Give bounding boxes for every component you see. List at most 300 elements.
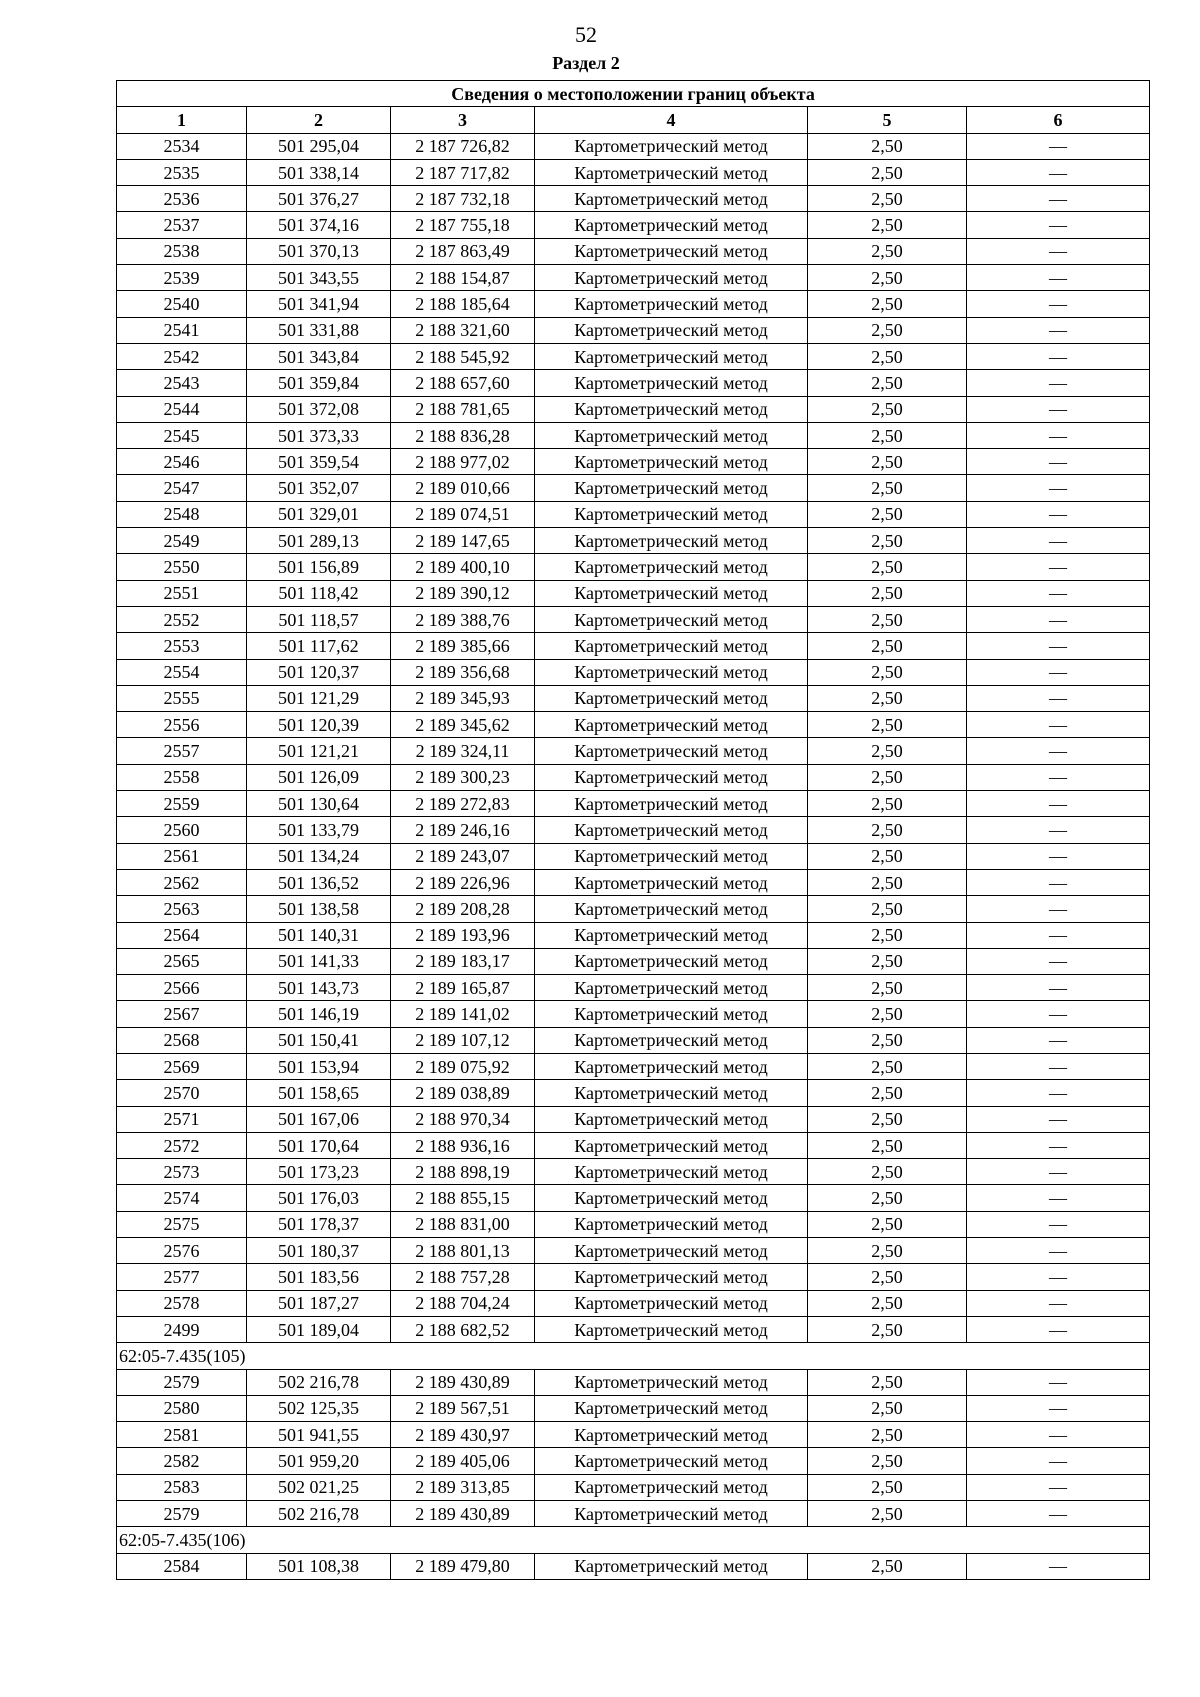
x-coordinate-cell: 501 376,27	[247, 186, 391, 212]
table-row	[117, 948, 1150, 974]
y-coordinate-cell: 2 189 345,93	[391, 685, 535, 711]
table-row	[117, 817, 1150, 843]
accuracy-cell: 2,50	[808, 896, 967, 922]
note-cell: —	[967, 501, 1150, 527]
point-number-cell: 2543	[117, 370, 247, 396]
x-coordinate-cell: 501 108,38	[247, 1553, 391, 1579]
accuracy-cell: 2,50	[808, 449, 967, 475]
column-number: 3	[391, 107, 535, 133]
method-cell: Картометрический метод	[535, 554, 808, 580]
method-cell: Картометрический метод	[535, 975, 808, 1001]
y-coordinate-cell: 2 188 831,00	[391, 1211, 535, 1237]
note-cell: —	[967, 659, 1150, 685]
table-body	[117, 81, 1150, 1580]
note-cell: —	[967, 1553, 1150, 1579]
x-coordinate-cell: 501 120,37	[247, 659, 391, 685]
accuracy-cell: 2,50	[808, 1290, 967, 1316]
column-number: 2	[247, 107, 391, 133]
accuracy-cell: 2,50	[808, 1395, 967, 1421]
method-cell: Картометрический метод	[535, 712, 808, 738]
point-number-cell: 2571	[117, 1106, 247, 1132]
note-cell: —	[967, 1238, 1150, 1264]
note-cell: —	[967, 343, 1150, 369]
note-cell: —	[967, 186, 1150, 212]
point-number-cell: 2559	[117, 791, 247, 817]
accuracy-cell: 2,50	[808, 712, 967, 738]
table-row	[117, 869, 1150, 895]
method-cell: Картометрический метод	[535, 738, 808, 764]
y-coordinate-cell: 2 189 430,89	[391, 1369, 535, 1395]
method-cell: Картометрический метод	[535, 791, 808, 817]
accuracy-cell: 2,50	[808, 948, 967, 974]
x-coordinate-cell: 501 138,58	[247, 896, 391, 922]
accuracy-cell: 2,50	[808, 396, 967, 422]
note-cell: —	[967, 843, 1150, 869]
table-row	[117, 1027, 1150, 1053]
accuracy-cell: 2,50	[808, 265, 967, 291]
table-row	[117, 1080, 1150, 1106]
note-cell: —	[967, 317, 1150, 343]
x-coordinate-cell: 501 136,52	[247, 869, 391, 895]
accuracy-cell: 2,50	[808, 1553, 967, 1579]
table-row	[117, 764, 1150, 790]
method-cell: Картометрический метод	[535, 238, 808, 264]
point-number-cell: 2566	[117, 975, 247, 1001]
y-coordinate-cell: 2 189 193,96	[391, 922, 535, 948]
x-coordinate-cell: 501 134,24	[247, 843, 391, 869]
method-cell: Картометрический метод	[535, 843, 808, 869]
parcel-id-label: 62:05-7.435(106)	[117, 1527, 1150, 1553]
method-cell: Картометрический метод	[535, 449, 808, 475]
group-header-row	[117, 1343, 1150, 1369]
x-coordinate-cell: 501 187,27	[247, 1290, 391, 1316]
table-row	[117, 1185, 1150, 1211]
note-cell: —	[967, 975, 1150, 1001]
x-coordinate-cell: 501 176,03	[247, 1185, 391, 1211]
method-cell: Картометрический метод	[535, 422, 808, 448]
accuracy-cell: 2,50	[808, 317, 967, 343]
note-cell: —	[967, 712, 1150, 738]
method-cell: Картометрический метод	[535, 948, 808, 974]
y-coordinate-cell: 2 188 970,34	[391, 1106, 535, 1132]
x-coordinate-cell: 501 140,31	[247, 922, 391, 948]
point-number-cell: 2565	[117, 948, 247, 974]
note-cell: —	[967, 370, 1150, 396]
table-row	[117, 1369, 1150, 1395]
y-coordinate-cell: 2 189 479,80	[391, 1553, 535, 1579]
point-number-cell: 2553	[117, 633, 247, 659]
method-cell: Картометрический метод	[535, 1132, 808, 1158]
note-cell: —	[967, 633, 1150, 659]
accuracy-cell: 2,50	[808, 1027, 967, 1053]
column-numbers-row	[117, 107, 1150, 133]
table-row	[117, 843, 1150, 869]
x-coordinate-cell: 501 153,94	[247, 1053, 391, 1079]
point-number-cell: 2534	[117, 133, 247, 159]
method-cell: Картометрический метод	[535, 186, 808, 212]
table-row	[117, 975, 1150, 1001]
column-number: 4	[535, 107, 808, 133]
x-coordinate-cell: 501 329,01	[247, 501, 391, 527]
note-cell: —	[967, 1001, 1150, 1027]
accuracy-cell: 2,50	[808, 817, 967, 843]
y-coordinate-cell: 2 188 657,60	[391, 370, 535, 396]
point-number-cell: 2557	[117, 738, 247, 764]
y-coordinate-cell: 2 189 430,89	[391, 1501, 535, 1527]
method-cell: Картометрический метод	[535, 1553, 808, 1579]
y-coordinate-cell: 2 188 898,19	[391, 1159, 535, 1185]
table-row	[117, 1053, 1150, 1079]
y-coordinate-cell: 2 189 183,17	[391, 948, 535, 974]
y-coordinate-cell: 2 189 147,65	[391, 528, 535, 554]
point-number-cell: 2547	[117, 475, 247, 501]
accuracy-cell: 2,50	[808, 159, 967, 185]
point-number-cell: 2554	[117, 659, 247, 685]
note-cell: —	[967, 1132, 1150, 1158]
point-number-cell: 2578	[117, 1290, 247, 1316]
point-number-cell: 2541	[117, 317, 247, 343]
x-coordinate-cell: 502 125,35	[247, 1395, 391, 1421]
note-cell: —	[967, 896, 1150, 922]
method-cell: Картометрический метод	[535, 1106, 808, 1132]
method-cell: Картометрический метод	[535, 869, 808, 895]
y-coordinate-cell: 2 188 757,28	[391, 1264, 535, 1290]
note-cell: —	[967, 1106, 1150, 1132]
accuracy-cell: 2,50	[808, 554, 967, 580]
point-number-cell: 2562	[117, 869, 247, 895]
y-coordinate-cell: 2 188 682,52	[391, 1316, 535, 1342]
x-coordinate-cell: 501 331,88	[247, 317, 391, 343]
y-coordinate-cell: 2 189 107,12	[391, 1027, 535, 1053]
y-coordinate-cell: 2 188 704,24	[391, 1290, 535, 1316]
y-coordinate-cell: 2 189 010,66	[391, 475, 535, 501]
method-cell: Картометрический метод	[535, 159, 808, 185]
point-number-cell: 2572	[117, 1132, 247, 1158]
accuracy-cell: 2,50	[808, 738, 967, 764]
note-cell: —	[967, 1369, 1150, 1395]
method-cell: Картометрический метод	[535, 370, 808, 396]
note-cell: —	[967, 1211, 1150, 1237]
note-cell: —	[967, 1395, 1150, 1421]
note-cell: —	[967, 449, 1150, 475]
table-row	[117, 186, 1150, 212]
page-number: 52	[575, 22, 597, 47]
method-cell: Картометрический метод	[535, 606, 808, 632]
note-cell: —	[967, 606, 1150, 632]
point-number-cell: 2564	[117, 922, 247, 948]
accuracy-cell: 2,50	[808, 1185, 967, 1211]
table-row	[117, 133, 1150, 159]
point-number-cell: 2579	[117, 1369, 247, 1395]
x-coordinate-cell: 501 370,13	[247, 238, 391, 264]
point-number-cell: 2546	[117, 449, 247, 475]
y-coordinate-cell: 2 188 545,92	[391, 343, 535, 369]
y-coordinate-cell: 2 187 726,82	[391, 133, 535, 159]
accuracy-cell: 2,50	[808, 343, 967, 369]
point-number-cell: 2583	[117, 1474, 247, 1500]
y-coordinate-cell: 2 189 345,62	[391, 712, 535, 738]
method-cell: Картометрический метод	[535, 1159, 808, 1185]
table-row	[117, 449, 1150, 475]
x-coordinate-cell: 501 372,08	[247, 396, 391, 422]
method-cell: Картометрический метод	[535, 133, 808, 159]
accuracy-cell: 2,50	[808, 1422, 967, 1448]
point-number-cell: 2573	[117, 1159, 247, 1185]
x-coordinate-cell: 501 130,64	[247, 791, 391, 817]
table-row	[117, 791, 1150, 817]
method-cell: Картометрический метод	[535, 291, 808, 317]
point-number-cell: 2561	[117, 843, 247, 869]
accuracy-cell: 2,50	[808, 685, 967, 711]
table-row	[117, 896, 1150, 922]
y-coordinate-cell: 2 189 074,51	[391, 501, 535, 527]
accuracy-cell: 2,50	[808, 869, 967, 895]
y-coordinate-cell: 2 189 226,96	[391, 869, 535, 895]
accuracy-cell: 2,50	[808, 580, 967, 606]
method-cell: Картометрический метод	[535, 633, 808, 659]
point-number-cell: 2567	[117, 1001, 247, 1027]
table-row	[117, 1553, 1150, 1579]
accuracy-cell: 2,50	[808, 1106, 967, 1132]
note-cell: —	[967, 475, 1150, 501]
table-row	[117, 1264, 1150, 1290]
x-coordinate-cell: 501 146,19	[247, 1001, 391, 1027]
method-cell: Картометрический метод	[535, 817, 808, 843]
y-coordinate-cell: 2 189 208,28	[391, 896, 535, 922]
method-cell: Картометрический метод	[535, 212, 808, 238]
accuracy-cell: 2,50	[808, 1132, 967, 1158]
accuracy-cell: 2,50	[808, 606, 967, 632]
note-cell: —	[967, 1316, 1150, 1342]
y-coordinate-cell: 2 188 977,02	[391, 449, 535, 475]
accuracy-cell: 2,50	[808, 764, 967, 790]
table-row	[117, 1395, 1150, 1421]
accuracy-cell: 2,50	[808, 659, 967, 685]
table-caption: Сведения о местоположении границ объекта	[117, 81, 1150, 107]
table-row	[117, 1159, 1150, 1185]
x-coordinate-cell: 501 183,56	[247, 1264, 391, 1290]
group-header-row	[117, 1527, 1150, 1553]
x-coordinate-cell: 501 373,33	[247, 422, 391, 448]
x-coordinate-cell: 501 352,07	[247, 475, 391, 501]
accuracy-cell: 2,50	[808, 238, 967, 264]
x-coordinate-cell: 501 121,29	[247, 685, 391, 711]
table-row	[117, 712, 1150, 738]
point-number-cell: 2577	[117, 1264, 247, 1290]
note-cell: —	[967, 764, 1150, 790]
table-row	[117, 1316, 1150, 1342]
note-cell: —	[967, 422, 1150, 448]
x-coordinate-cell: 501 189,04	[247, 1316, 391, 1342]
x-coordinate-cell: 501 338,14	[247, 159, 391, 185]
method-cell: Картометрический метод	[535, 1448, 808, 1474]
method-cell: Картометрический метод	[535, 922, 808, 948]
point-number-cell: 2570	[117, 1080, 247, 1106]
accuracy-cell: 2,50	[808, 370, 967, 396]
method-cell: Картометрический метод	[535, 1001, 808, 1027]
accuracy-cell: 2,50	[808, 1211, 967, 1237]
y-coordinate-cell: 2 188 781,65	[391, 396, 535, 422]
method-cell: Картометрический метод	[535, 896, 808, 922]
x-coordinate-cell: 501 341,94	[247, 291, 391, 317]
accuracy-cell: 2,50	[808, 1501, 967, 1527]
note-cell: —	[967, 1474, 1150, 1500]
method-cell: Картометрический метод	[535, 265, 808, 291]
y-coordinate-cell: 2 189 272,83	[391, 791, 535, 817]
point-number-cell: 2563	[117, 896, 247, 922]
point-number-cell: 2548	[117, 501, 247, 527]
x-coordinate-cell: 502 216,78	[247, 1369, 391, 1395]
method-cell: Картометрический метод	[535, 1474, 808, 1500]
point-number-cell: 2542	[117, 343, 247, 369]
table-row	[117, 1422, 1150, 1448]
method-cell: Картометрический метод	[535, 343, 808, 369]
table-row	[117, 238, 1150, 264]
x-coordinate-cell: 501 167,06	[247, 1106, 391, 1132]
note-cell: —	[967, 791, 1150, 817]
method-cell: Картометрический метод	[535, 764, 808, 790]
table-row	[117, 212, 1150, 238]
table-row	[117, 343, 1150, 369]
method-cell: Картометрический метод	[535, 1027, 808, 1053]
method-cell: Картометрический метод	[535, 1501, 808, 1527]
table-row	[117, 922, 1150, 948]
table-row	[117, 1501, 1150, 1527]
table-row	[117, 501, 1150, 527]
accuracy-cell: 2,50	[808, 422, 967, 448]
method-cell: Картометрический метод	[535, 1264, 808, 1290]
column-number: 1	[117, 107, 247, 133]
note-cell: —	[967, 948, 1150, 974]
point-number-cell: 2556	[117, 712, 247, 738]
method-cell: Картометрический метод	[535, 1053, 808, 1079]
accuracy-cell: 2,50	[808, 922, 967, 948]
note-cell: —	[967, 212, 1150, 238]
point-number-cell: 2536	[117, 186, 247, 212]
x-coordinate-cell: 501 295,04	[247, 133, 391, 159]
point-number-cell: 2552	[117, 606, 247, 632]
note-cell: —	[967, 817, 1150, 843]
method-cell: Картометрический метод	[535, 1395, 808, 1421]
method-cell: Картометрический метод	[535, 528, 808, 554]
y-coordinate-cell: 2 189 390,12	[391, 580, 535, 606]
table-row	[117, 606, 1150, 632]
note-cell: —	[967, 738, 1150, 764]
x-coordinate-cell: 501 959,20	[247, 1448, 391, 1474]
accuracy-cell: 2,50	[808, 975, 967, 1001]
note-cell: —	[967, 580, 1150, 606]
y-coordinate-cell: 2 189 300,23	[391, 764, 535, 790]
note-cell: —	[967, 1027, 1150, 1053]
x-coordinate-cell: 501 173,23	[247, 1159, 391, 1185]
y-coordinate-cell: 2 188 836,28	[391, 422, 535, 448]
point-number-cell: 2550	[117, 554, 247, 580]
point-number-cell: 2576	[117, 1238, 247, 1264]
table-row	[117, 685, 1150, 711]
method-cell: Картометрический метод	[535, 1211, 808, 1237]
y-coordinate-cell: 2 188 855,15	[391, 1185, 535, 1211]
point-number-cell: 2538	[117, 238, 247, 264]
table-row	[117, 1001, 1150, 1027]
note-cell: —	[967, 922, 1150, 948]
x-coordinate-cell: 501 289,13	[247, 528, 391, 554]
point-number-cell: 2580	[117, 1395, 247, 1421]
accuracy-cell: 2,50	[808, 1474, 967, 1500]
x-coordinate-cell: 501 343,55	[247, 265, 391, 291]
point-number-cell: 2584	[117, 1553, 247, 1579]
x-coordinate-cell: 502 021,25	[247, 1474, 391, 1500]
boundary-coordinates-table	[116, 80, 1150, 1580]
point-number-cell: 2540	[117, 291, 247, 317]
y-coordinate-cell: 2 189 243,07	[391, 843, 535, 869]
y-coordinate-cell: 2 187 755,18	[391, 212, 535, 238]
x-coordinate-cell: 501 343,84	[247, 343, 391, 369]
accuracy-cell: 2,50	[808, 1159, 967, 1185]
accuracy-cell: 2,50	[808, 1053, 967, 1079]
accuracy-cell: 2,50	[808, 791, 967, 817]
y-coordinate-cell: 2 189 165,87	[391, 975, 535, 1001]
accuracy-cell: 2,50	[808, 1316, 967, 1342]
note-cell: —	[967, 1159, 1150, 1185]
note-cell: —	[967, 238, 1150, 264]
method-cell: Картометрический метод	[535, 580, 808, 606]
note-cell: —	[967, 1448, 1150, 1474]
note-cell: —	[967, 554, 1150, 580]
x-coordinate-cell: 501 359,54	[247, 449, 391, 475]
y-coordinate-cell: 2 189 075,92	[391, 1053, 535, 1079]
point-number-cell: 2545	[117, 422, 247, 448]
x-coordinate-cell: 501 118,42	[247, 580, 391, 606]
point-number-cell: 2555	[117, 685, 247, 711]
point-number-cell: 2560	[117, 817, 247, 843]
y-coordinate-cell: 2 189 246,16	[391, 817, 535, 843]
x-coordinate-cell: 501 180,37	[247, 1238, 391, 1264]
note-cell: —	[967, 1422, 1150, 1448]
method-cell: Картометрический метод	[535, 1080, 808, 1106]
x-coordinate-cell: 501 170,64	[247, 1132, 391, 1158]
point-number-cell: 2544	[117, 396, 247, 422]
x-coordinate-cell: 502 216,78	[247, 1501, 391, 1527]
point-number-cell: 2535	[117, 159, 247, 185]
table-row	[117, 1238, 1150, 1264]
section-title: Раздел 2	[552, 53, 620, 73]
point-number-cell: 2582	[117, 1448, 247, 1474]
y-coordinate-cell: 2 188 321,60	[391, 317, 535, 343]
parcel-id-label: 62:05-7.435(105)	[117, 1343, 1150, 1369]
table-row	[117, 475, 1150, 501]
y-coordinate-cell: 2 189 430,97	[391, 1422, 535, 1448]
method-cell: Картометрический метод	[535, 1185, 808, 1211]
y-coordinate-cell: 2 189 567,51	[391, 1395, 535, 1421]
point-number-cell: 2499	[117, 1316, 247, 1342]
accuracy-cell: 2,50	[808, 1369, 967, 1395]
point-number-cell: 2551	[117, 580, 247, 606]
column-number: 5	[808, 107, 967, 133]
note-cell: —	[967, 869, 1150, 895]
table-row	[117, 291, 1150, 317]
accuracy-cell: 2,50	[808, 133, 967, 159]
y-coordinate-cell: 2 189 388,76	[391, 606, 535, 632]
method-cell: Картометрический метод	[535, 317, 808, 343]
point-number-cell: 2579	[117, 1501, 247, 1527]
method-cell: Картометрический метод	[535, 685, 808, 711]
note-cell: —	[967, 396, 1150, 422]
method-cell: Картометрический метод	[535, 1369, 808, 1395]
point-number-cell: 2581	[117, 1422, 247, 1448]
accuracy-cell: 2,50	[808, 1080, 967, 1106]
table-row	[117, 265, 1150, 291]
x-coordinate-cell: 501 359,84	[247, 370, 391, 396]
